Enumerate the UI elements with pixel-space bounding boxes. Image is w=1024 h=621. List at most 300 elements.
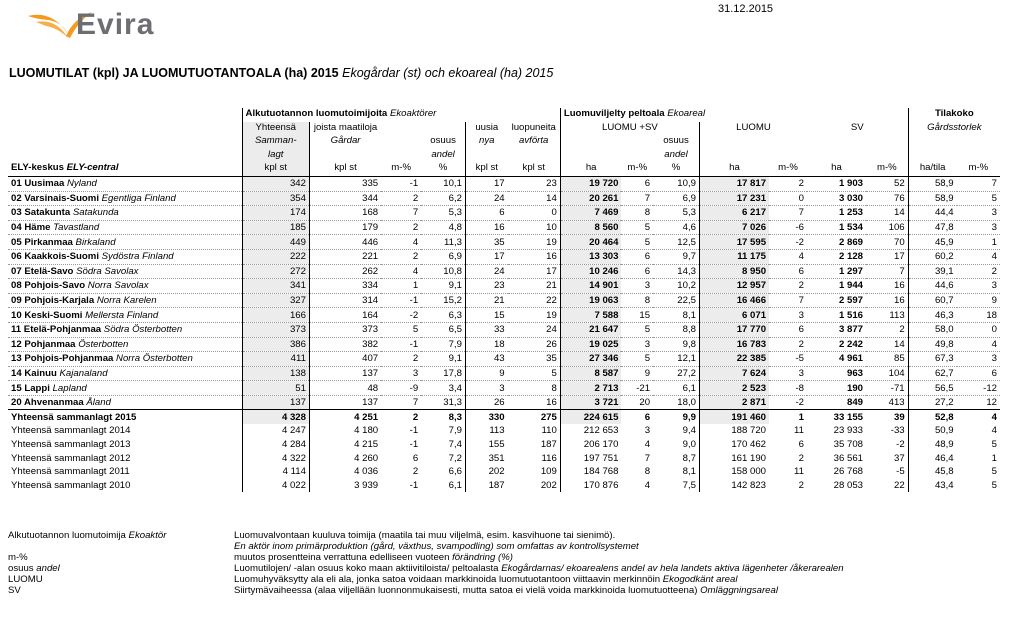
col-luop-sv: avförta bbox=[519, 135, 549, 147]
cell-col-6: 35 bbox=[508, 352, 561, 367]
cell-col-3: 2 bbox=[381, 220, 421, 235]
cell-col-9: 18,0 bbox=[653, 395, 699, 410]
cell-col-15: 1 bbox=[957, 235, 1000, 250]
cell-col-15: 3 bbox=[957, 352, 1000, 367]
cell-col-1: 185 bbox=[242, 220, 309, 235]
col-osuus-sv: andel bbox=[431, 148, 455, 160]
cell-col-10: 2 523 bbox=[699, 381, 769, 396]
cell-col-8: 5 bbox=[621, 322, 653, 337]
cell-col-2: 314 bbox=[309, 293, 381, 308]
cell-col-5: 9 bbox=[465, 366, 507, 381]
cell-col-9: 10,9 bbox=[653, 176, 699, 191]
cell-col-4: 6,9 bbox=[421, 249, 465, 264]
total-cell-col-9: 8,7 bbox=[682, 452, 696, 464]
region-name-sv: Lapland bbox=[52, 382, 87, 394]
col-sv: SV bbox=[850, 121, 864, 133]
cell-col-6: 24 bbox=[508, 322, 561, 337]
col-yht-2: Samman- bbox=[242, 135, 309, 149]
total-cell-col-14: 48,9 bbox=[908, 438, 956, 452]
total-cell-col-13: -5 bbox=[896, 466, 905, 478]
cell-col-7: 20 261 bbox=[560, 191, 621, 206]
col-uusia-sv: nya bbox=[465, 135, 507, 149]
total-cell-col-15: 1 bbox=[991, 452, 997, 464]
region-name-sv: Satakunda bbox=[72, 207, 119, 219]
cell-col-7: 14 901 bbox=[560, 279, 621, 294]
cell-col-12: 849 bbox=[807, 395, 866, 410]
unit-kpl-4: kpl st bbox=[522, 162, 545, 174]
unit-kpl-2: kpl st bbox=[309, 162, 381, 176]
cell-col-14: 56,5 bbox=[908, 381, 956, 396]
total-cell-col-4: 8,3 bbox=[421, 410, 465, 424]
cell-col-14: 58,9 bbox=[908, 176, 956, 191]
cell-col-9: 12,1 bbox=[653, 352, 699, 367]
cell-col-1: 166 bbox=[242, 308, 309, 323]
cell-col-11: 3 bbox=[769, 308, 807, 323]
region-name-fi: 09 Pohjois-Karjala bbox=[11, 295, 95, 307]
total-cell-col-5: 155 bbox=[465, 438, 507, 452]
total-cell-col-3: -1 bbox=[409, 425, 419, 437]
cell-col-15: -12 bbox=[957, 381, 1000, 396]
cell-col-14: 44,6 bbox=[908, 279, 956, 294]
total-cell-col-6: 109 bbox=[540, 466, 557, 478]
total-cell-col-12: 33 155 bbox=[807, 410, 866, 424]
total-cell-col-11: 6 bbox=[798, 438, 804, 450]
cell-col-7: 8 587 bbox=[560, 366, 621, 381]
total-cell-col-14: 43,4 bbox=[908, 478, 956, 492]
cell-col-9: 5,3 bbox=[653, 206, 699, 221]
table-row bbox=[8, 264, 1000, 279]
cell-col-7: 21 647 bbox=[560, 322, 621, 337]
total-cell-col-11: 2 bbox=[798, 452, 804, 464]
cell-col-4: 9,1 bbox=[421, 352, 465, 367]
cell-col-7: 20 464 bbox=[560, 235, 621, 250]
cell-col-7: 27 346 bbox=[560, 352, 621, 367]
total-cell-col-1: 4 022 bbox=[242, 478, 309, 492]
row-label bbox=[8, 308, 242, 323]
cell-col-2: 373 bbox=[309, 322, 381, 337]
statistics-table bbox=[8, 108, 1000, 492]
cell-col-8: 5 bbox=[621, 220, 653, 235]
total-cell-col-10: 161 190 bbox=[699, 451, 769, 465]
cell-col-4: 7,9 bbox=[421, 337, 465, 352]
region-name-fi: 03 Satakunta bbox=[11, 207, 71, 219]
table-row bbox=[8, 293, 1000, 308]
total-cell-col-8: 7 bbox=[644, 452, 651, 464]
cell-col-5: 26 bbox=[465, 395, 507, 410]
cell-col-6: 26 bbox=[508, 337, 561, 352]
cell-col-4: 10,8 bbox=[421, 264, 465, 279]
total-cell-col-15: 5 bbox=[991, 479, 997, 491]
cell-col-3: 7 bbox=[381, 206, 421, 221]
cell-col-7: 10 246 bbox=[560, 264, 621, 279]
region-name-fi: 13 Pohjois-Pohjanmaa bbox=[11, 353, 114, 365]
cell-col-9: 27,2 bbox=[653, 366, 699, 381]
cell-col-14: 58,0 bbox=[908, 322, 956, 337]
cell-col-5: 33 bbox=[465, 322, 507, 337]
cell-col-6: 16 bbox=[508, 395, 561, 410]
total-label: Yhteensä sammanlagt 2010 bbox=[11, 479, 131, 491]
cell-col-14: 45,9 bbox=[908, 235, 956, 250]
cell-col-13: 7 bbox=[866, 264, 908, 279]
total-cell-col-12: 28 053 bbox=[833, 479, 863, 491]
cell-col-7: 19 063 bbox=[560, 293, 621, 308]
cell-col-13: -71 bbox=[866, 381, 908, 396]
cell-col-6: 19 bbox=[508, 235, 561, 250]
total-cell-col-1: 4 284 bbox=[242, 438, 309, 452]
cell-col-6: 22 bbox=[508, 293, 561, 308]
cell-col-9: 22,5 bbox=[653, 293, 699, 308]
total-cell-col-7: 212 653 bbox=[560, 424, 621, 438]
table-row bbox=[8, 395, 1000, 410]
cell-col-1: 137 bbox=[242, 395, 309, 410]
cell-col-9: 8,1 bbox=[653, 308, 699, 323]
group1-sv: Ekoaktörer bbox=[389, 108, 437, 119]
cell-col-4: 5,3 bbox=[421, 206, 465, 221]
cell-col-1: 272 bbox=[242, 264, 309, 279]
unit-pct-2: % bbox=[671, 162, 681, 174]
cell-col-2: 137 bbox=[309, 395, 381, 410]
total-cell-col-13: 37 bbox=[893, 452, 905, 464]
total-cell-col-2: 4 260 bbox=[309, 451, 381, 465]
cell-col-8: 20 bbox=[621, 395, 653, 410]
col-luop-fi: luopuneita bbox=[511, 121, 556, 133]
region-name-sv: Kajanaland bbox=[59, 367, 108, 379]
unit-kpl-1: kpl st bbox=[242, 162, 309, 176]
cell-col-15: 4 bbox=[957, 249, 1000, 264]
region-name-sv: Norra Savolax bbox=[87, 280, 149, 292]
table-row bbox=[8, 352, 1000, 367]
col-uusia-fi: uusia bbox=[465, 122, 507, 136]
footnotes bbox=[8, 530, 1008, 596]
cell-col-4: 6,3 bbox=[421, 308, 465, 323]
total-cell-col-5: 202 bbox=[465, 465, 507, 479]
group3-sv: Gårdsstorlek bbox=[908, 122, 1000, 136]
cell-col-11: 2 bbox=[769, 337, 807, 352]
cell-col-6: 8 bbox=[508, 381, 561, 396]
row-label bbox=[8, 279, 242, 294]
total-cell-col-4: 6,1 bbox=[448, 479, 462, 491]
cell-col-7: 2 713 bbox=[560, 381, 621, 396]
row-label bbox=[8, 366, 242, 381]
region-name-sv: Tavastland bbox=[53, 222, 100, 234]
cell-col-14: 49,8 bbox=[908, 337, 956, 352]
col-osuus2-fi: osuus bbox=[663, 135, 689, 147]
cell-col-15: 3 bbox=[957, 279, 1000, 294]
cell-col-14: 46,3 bbox=[908, 308, 956, 323]
cell-col-4: 9,1 bbox=[421, 279, 465, 294]
row-label bbox=[8, 176, 242, 191]
cell-col-6: 17 bbox=[508, 264, 561, 279]
total-row bbox=[8, 465, 1000, 479]
title-sv: Ekogårdar (st) och ekoareal (ha) 2015 bbox=[342, 66, 554, 80]
cell-col-10: 17 817 bbox=[699, 176, 769, 191]
cell-col-15: 7 bbox=[957, 176, 1000, 191]
cell-col-12: 1 534 bbox=[807, 220, 866, 235]
row-label bbox=[8, 220, 242, 235]
cell-col-14: 44,4 bbox=[908, 206, 956, 221]
row-label bbox=[8, 235, 242, 250]
note-term: osuus bbox=[8, 563, 34, 574]
cell-col-1: 327 bbox=[242, 293, 309, 308]
unit-mp-1: m-% bbox=[391, 162, 412, 174]
total-cell-col-7: 206 170 bbox=[560, 438, 621, 452]
note-desc-sv: Omläggningsareal bbox=[700, 585, 778, 596]
region-name-fi: 01 Uusimaa bbox=[11, 178, 65, 190]
cell-col-13: 106 bbox=[866, 220, 908, 235]
cell-col-13: 16 bbox=[866, 279, 908, 294]
total-cell-col-9: 9,4 bbox=[682, 425, 696, 437]
unit-mp-2: m-% bbox=[627, 162, 648, 174]
cell-col-12: 4 961 bbox=[807, 352, 866, 367]
total-cell-col-3: 6 bbox=[412, 452, 419, 464]
region-name-sv: Nyland bbox=[67, 178, 97, 190]
cell-col-4: 4,8 bbox=[421, 220, 465, 235]
cell-col-4: 10,1 bbox=[421, 176, 465, 191]
total-cell-col-12: 23 933 bbox=[833, 425, 863, 437]
cell-col-8: 6 bbox=[621, 264, 653, 279]
region-name-sv: Södra Österbotten bbox=[103, 324, 183, 336]
cell-col-2: 334 bbox=[309, 279, 381, 294]
row-label bbox=[8, 381, 242, 396]
cell-col-6: 16 bbox=[508, 249, 561, 264]
table-row bbox=[8, 191, 1000, 206]
region-name-fi: 15 Lappi bbox=[11, 382, 50, 394]
total-cell-col-9: 7,5 bbox=[682, 479, 696, 491]
note-desc-sv: Ekogårdarnas/ ekoarealens andel av hela landets aktiva lägenheter /åkerarealen bbox=[501, 563, 844, 574]
cell-col-7: 3 721 bbox=[560, 395, 621, 410]
cell-col-12: 2 597 bbox=[807, 293, 866, 308]
cell-col-8: 7 bbox=[621, 191, 653, 206]
region-name-sv: Södra Savolax bbox=[76, 265, 139, 277]
cell-col-15: 3 bbox=[957, 220, 1000, 235]
cell-col-3: 4 bbox=[381, 235, 421, 250]
cell-col-4: 6,2 bbox=[421, 191, 465, 206]
cell-col-3: -1 bbox=[381, 176, 421, 191]
note-item bbox=[8, 574, 1008, 585]
cell-col-13: 16 bbox=[866, 293, 908, 308]
cell-col-14: 60,2 bbox=[908, 249, 956, 264]
cell-col-8: -21 bbox=[621, 381, 653, 396]
table-row bbox=[8, 366, 1000, 381]
cell-col-7: 13 303 bbox=[560, 249, 621, 264]
cell-col-11: 4 bbox=[769, 249, 807, 264]
total-cell-col-8: 8 bbox=[644, 466, 651, 478]
total-row bbox=[8, 410, 1000, 424]
cell-col-10: 2 871 bbox=[699, 395, 769, 410]
cell-col-2: 344 bbox=[309, 191, 381, 206]
note-desc: Luomuhyväksytty ala eli ala, jonka satoa voidaan markkinoida luomutuotantoon viittaavin merkinnöin bbox=[234, 574, 661, 585]
cell-col-11: 0 bbox=[769, 191, 807, 206]
cell-col-8: 9 bbox=[621, 366, 653, 381]
cell-col-2: 221 bbox=[309, 249, 381, 264]
row-label bbox=[8, 395, 242, 410]
cell-col-5: 15 bbox=[465, 308, 507, 323]
cell-col-3: 1 bbox=[381, 279, 421, 294]
total-cell-col-14: 50,9 bbox=[908, 424, 956, 438]
cell-col-1: 449 bbox=[242, 235, 309, 250]
cell-col-6: 10 bbox=[508, 220, 561, 235]
cell-col-1: 354 bbox=[242, 191, 309, 206]
row-label bbox=[8, 264, 242, 279]
cell-col-2: 179 bbox=[309, 220, 381, 235]
total-label: Yhteensä sammanlagt 2015 bbox=[8, 410, 242, 424]
total-cell-col-10: 188 720 bbox=[699, 424, 769, 438]
cell-col-9: 9,8 bbox=[653, 337, 699, 352]
total-label: Yhteensä sammanlagt 2011 bbox=[11, 466, 130, 478]
unit-ha-2: ha bbox=[699, 162, 769, 176]
total-cell-col-10: 170 462 bbox=[699, 438, 769, 452]
total-cell-col-2: 4 251 bbox=[309, 410, 381, 424]
unit-mp-3: m-% bbox=[778, 162, 798, 174]
cell-col-13: 413 bbox=[866, 395, 908, 410]
table-row bbox=[8, 308, 1000, 323]
note-term: m-% bbox=[8, 552, 28, 563]
title-fi: LUOMUTILAT (kpl) JA LUOMUTUOTANTOALA (ha) 2015 bbox=[9, 66, 339, 80]
cell-col-15: 0 bbox=[957, 322, 1000, 337]
table-row bbox=[8, 220, 1000, 235]
region-name-fi: 20 Ahvenanmaa bbox=[11, 397, 84, 409]
total-cell-col-2: 4 180 bbox=[309, 424, 381, 438]
total-cell-col-12: 36 561 bbox=[833, 452, 863, 464]
table-row bbox=[8, 249, 1000, 264]
cell-col-15: 9 bbox=[957, 293, 1000, 308]
cell-col-13: 14 bbox=[866, 206, 908, 221]
cell-col-12: 3 030 bbox=[807, 191, 866, 206]
col-osuus2-sv: andel bbox=[664, 148, 688, 160]
cell-col-2: 382 bbox=[309, 337, 381, 352]
cell-col-6: 14 bbox=[508, 191, 561, 206]
cell-col-1: 386 bbox=[242, 337, 309, 352]
note-term-sv: Ekoaktör bbox=[128, 530, 167, 541]
cell-col-12: 1 516 bbox=[807, 308, 866, 323]
total-cell-col-15: 4 bbox=[991, 425, 997, 437]
total-cell-col-8: 3 bbox=[644, 425, 651, 437]
cell-col-2: 137 bbox=[309, 366, 381, 381]
cell-col-8: 6 bbox=[621, 249, 653, 264]
cell-col-11: 6 bbox=[769, 322, 807, 337]
total-cell-col-12: 35 708 bbox=[833, 438, 863, 450]
cell-col-11: 3 bbox=[769, 366, 807, 381]
total-cell-col-1: 4 328 bbox=[242, 410, 309, 424]
cell-col-5: 6 bbox=[465, 206, 507, 221]
cell-col-3: 2 bbox=[381, 352, 421, 367]
cell-col-11: 2 bbox=[769, 279, 807, 294]
region-name-sv: Egentliga Finland bbox=[101, 192, 176, 204]
col-yht-1: Yhteensä bbox=[242, 122, 309, 136]
cell-col-6: 19 bbox=[508, 308, 561, 323]
total-cell-col-6: 110 bbox=[541, 425, 557, 437]
cell-col-10: 16 466 bbox=[699, 293, 769, 308]
note-item bbox=[8, 552, 1008, 563]
region-name-fi: 12 Pohjanmaa bbox=[11, 338, 76, 350]
cell-col-2: 446 bbox=[309, 235, 381, 250]
total-label: Yhteensä sammanlagt 2012 bbox=[11, 452, 131, 464]
table-row bbox=[8, 322, 1000, 337]
cell-col-1: 51 bbox=[242, 381, 309, 396]
unit-mp-4: m-% bbox=[876, 162, 897, 174]
cell-col-10: 16 783 bbox=[699, 337, 769, 352]
cell-col-12: 3 877 bbox=[807, 322, 866, 337]
row-label bbox=[8, 322, 242, 337]
note-term: LUOMU bbox=[8, 574, 43, 585]
region-name-fi: 11 Etelä-Pohjanmaa bbox=[11, 324, 102, 336]
cell-col-9: 14,3 bbox=[653, 264, 699, 279]
unit-kpl-3: kpl st bbox=[465, 162, 507, 176]
cell-col-5: 43 bbox=[465, 352, 507, 367]
total-cell-col-5: 330 bbox=[465, 410, 507, 424]
cell-col-9: 4,6 bbox=[653, 220, 699, 235]
note-desc-sv: förändring (%) bbox=[452, 552, 513, 563]
total-cell-col-9: 8,1 bbox=[682, 466, 696, 478]
col-luomu: LUOMU bbox=[699, 122, 807, 136]
unit-hatila: ha/tila bbox=[908, 162, 956, 176]
note-term-sv: andel bbox=[36, 563, 60, 574]
col-yht-3: lagt bbox=[242, 149, 309, 163]
logo-text: Evira bbox=[76, 8, 155, 41]
cell-col-5: 21 bbox=[465, 293, 507, 308]
cell-col-13: 113 bbox=[866, 308, 908, 323]
cell-col-12: 963 bbox=[807, 366, 866, 381]
total-cell-col-8: 4 bbox=[644, 479, 651, 491]
col-joista-sv: Gårdar bbox=[309, 135, 381, 149]
region-name-sv: Norra Österbotten bbox=[116, 353, 193, 365]
table-row bbox=[8, 206, 1000, 221]
cell-col-10: 7 624 bbox=[699, 366, 769, 381]
region-name-fi: 04 Häme bbox=[11, 222, 51, 234]
cell-col-5: 24 bbox=[465, 191, 507, 206]
cell-col-7: 7 588 bbox=[560, 308, 621, 323]
total-cell-col-12: 26 768 bbox=[833, 466, 863, 478]
total-cell-col-9: 9,9 bbox=[653, 410, 699, 424]
cell-col-14: 39,1 bbox=[908, 264, 956, 279]
cell-col-13: 104 bbox=[866, 366, 908, 381]
total-row bbox=[8, 451, 1000, 465]
col-luomusv: LUOMU +SV bbox=[560, 122, 699, 136]
cell-col-1: 411 bbox=[242, 352, 309, 367]
cell-col-3: 7 bbox=[381, 395, 421, 410]
cell-col-8: 3 bbox=[621, 279, 653, 294]
cell-col-1: 138 bbox=[242, 366, 309, 381]
cell-col-7: 7 469 bbox=[560, 206, 621, 221]
row-label bbox=[8, 337, 242, 352]
cell-col-11: 7 bbox=[769, 206, 807, 221]
cell-col-15: 4 bbox=[957, 337, 1000, 352]
cell-col-10: 17 595 bbox=[699, 235, 769, 250]
cell-col-5: 16 bbox=[465, 220, 507, 235]
total-cell-col-3: 2 bbox=[381, 410, 421, 424]
total-cell-col-14: 45,8 bbox=[908, 465, 956, 479]
group2-fi: Luomuviljelty peltoala bbox=[563, 108, 665, 119]
unit-pct-1: % bbox=[438, 162, 448, 174]
total-cell-col-11: 11 bbox=[794, 466, 804, 478]
cell-col-10: 12 957 bbox=[699, 279, 769, 294]
cell-col-10: 17 231 bbox=[699, 191, 769, 206]
region-name-fi: 07 Etelä-Savo bbox=[11, 265, 74, 277]
total-cell-col-11: 2 bbox=[798, 479, 804, 491]
table-row bbox=[8, 337, 1000, 352]
region-name-sv: Birkaland bbox=[75, 236, 116, 248]
row-label bbox=[8, 293, 242, 308]
cell-col-1: 174 bbox=[242, 206, 309, 221]
cell-col-1: 222 bbox=[242, 249, 309, 264]
total-row bbox=[8, 478, 1000, 492]
cell-col-12: 2 242 bbox=[807, 337, 866, 352]
cell-col-13: 85 bbox=[866, 352, 908, 367]
total-cell-col-2: 4 215 bbox=[309, 438, 381, 452]
cell-col-12: 190 bbox=[807, 381, 866, 396]
cell-col-8: 6 bbox=[621, 176, 653, 191]
cell-col-6: 23 bbox=[508, 176, 561, 191]
